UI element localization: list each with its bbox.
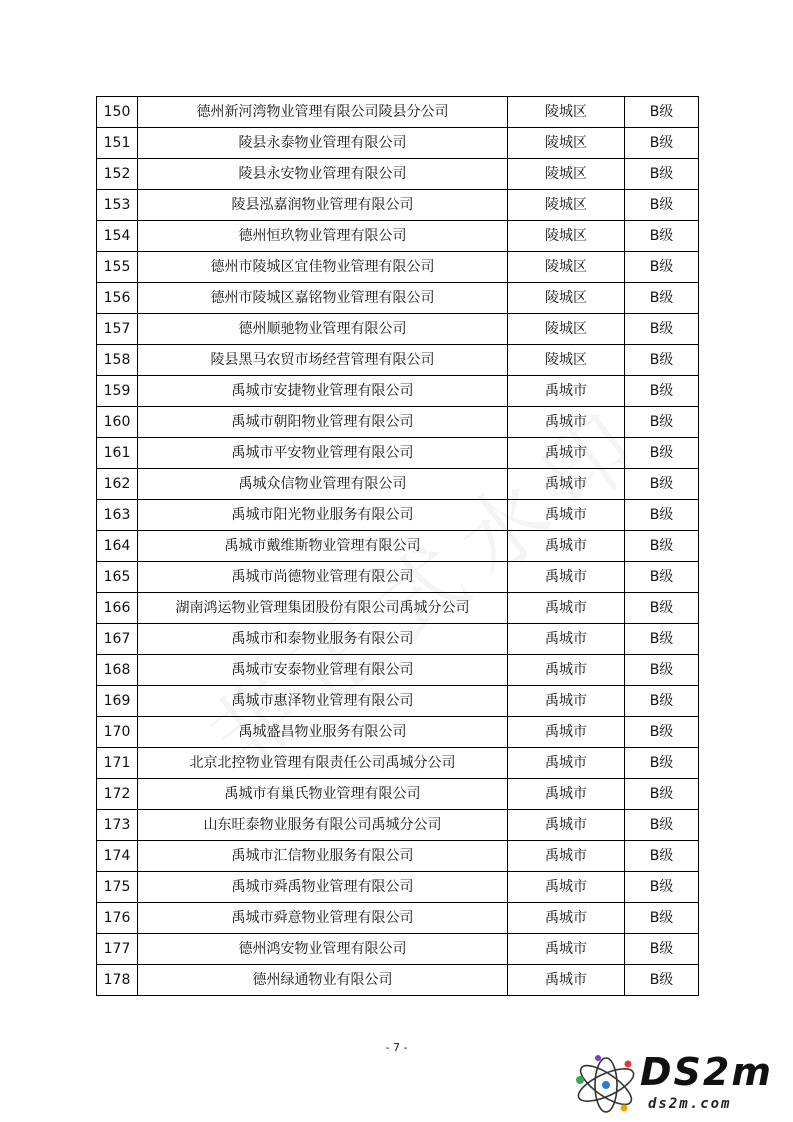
company-name-cell: 禹城市舜禹物业管理有限公司 <box>138 872 508 903</box>
grade-cell: B级 <box>625 97 699 128</box>
grade-cell: B级 <box>625 469 699 500</box>
grade-cell: B级 <box>625 531 699 562</box>
district-cell: 禹城市 <box>508 500 625 531</box>
district-cell: 陵城区 <box>508 314 625 345</box>
table-row <box>97 872 699 903</box>
company-name-cell: 德州市陵城区嘉铭物业管理有限公司 <box>138 283 508 314</box>
district-cell: 陵城区 <box>508 190 625 221</box>
table-row <box>97 190 699 221</box>
district-cell: 陵城区 <box>508 345 625 376</box>
table-row <box>97 221 699 252</box>
grade-cell: B级 <box>625 345 699 376</box>
district-cell: 禹城市 <box>508 686 625 717</box>
row-number-cell: 153 <box>97 190 138 221</box>
row-number-cell: 170 <box>97 717 138 748</box>
grade-cell: B级 <box>625 717 699 748</box>
row-number-cell: 165 <box>97 562 138 593</box>
table-row <box>97 686 699 717</box>
company-name-cell: 德州鸿安物业管理有限公司 <box>138 934 508 965</box>
row-number-cell: 166 <box>97 593 138 624</box>
company-name-cell: 禹城市惠泽物业管理有限公司 <box>138 686 508 717</box>
district-cell: 禹城市 <box>508 748 625 779</box>
row-number-cell: 156 <box>97 283 138 314</box>
row-number-cell: 169 <box>97 686 138 717</box>
company-name-cell: 陵县永泰物业管理有限公司 <box>138 128 508 159</box>
row-number-cell: 164 <box>97 531 138 562</box>
district-cell: 陵城区 <box>508 128 625 159</box>
grade-cell: B级 <box>625 779 699 810</box>
row-number-cell: 175 <box>97 872 138 903</box>
row-number-cell: 168 <box>97 655 138 686</box>
row-number-cell: 155 <box>97 252 138 283</box>
district-cell: 禹城市 <box>508 376 625 407</box>
company-name-cell: 禹城市安泰物业管理有限公司 <box>138 655 508 686</box>
table-row <box>97 593 699 624</box>
company-name-cell: 禹城众信物业管理有限公司 <box>138 469 508 500</box>
grade-cell: B级 <box>625 190 699 221</box>
district-cell: 禹城市 <box>508 965 625 996</box>
grade-cell: B级 <box>625 159 699 190</box>
company-name-cell: 湖南鸿运物业管理集团股份有限公司禹城分公司 <box>138 593 508 624</box>
company-name-cell: 禹城市阳光物业服务有限公司 <box>138 500 508 531</box>
grade-cell: B级 <box>625 748 699 779</box>
company-rating-table <box>96 96 699 996</box>
row-number-cell: 150 <box>97 97 138 128</box>
row-number-cell: 173 <box>97 810 138 841</box>
row-number-cell: 161 <box>97 438 138 469</box>
table-row <box>97 500 699 531</box>
company-name-cell: 德州恒玖物业管理有限公司 <box>138 221 508 252</box>
district-cell: 禹城市 <box>508 624 625 655</box>
grade-cell: B级 <box>625 376 699 407</box>
company-name-cell: 禹城市平安物业管理有限公司 <box>138 438 508 469</box>
grade-cell: B级 <box>625 500 699 531</box>
grade-cell: B级 <box>625 593 699 624</box>
district-cell: 禹城市 <box>508 872 625 903</box>
row-number-cell: 160 <box>97 407 138 438</box>
table-row <box>97 965 699 996</box>
district-cell: 禹城市 <box>508 934 625 965</box>
district-cell: 禹城市 <box>508 655 625 686</box>
logo-url: ds2m.com <box>648 1096 732 1112</box>
row-number-cell: 152 <box>97 159 138 190</box>
table-row <box>97 841 699 872</box>
row-number-cell: 157 <box>97 314 138 345</box>
grade-cell: B级 <box>625 283 699 314</box>
grade-cell: B级 <box>625 407 699 438</box>
grade-cell: B级 <box>625 128 699 159</box>
district-cell: 陵城区 <box>508 283 625 314</box>
grade-cell: B级 <box>625 655 699 686</box>
table-row <box>97 531 699 562</box>
district-cell: 禹城市 <box>508 531 625 562</box>
grade-cell: B级 <box>625 810 699 841</box>
grade-cell: B级 <box>625 841 699 872</box>
grade-cell: B级 <box>625 934 699 965</box>
district-cell: 禹城市 <box>508 469 625 500</box>
grade-cell: B级 <box>625 686 699 717</box>
table-row <box>97 407 699 438</box>
table-row <box>97 159 699 190</box>
district-cell: 禹城市 <box>508 562 625 593</box>
company-name-cell: 禹城市汇信物业服务有限公司 <box>138 841 508 872</box>
company-name-cell: 陵县永安物业管理有限公司 <box>138 159 508 190</box>
company-name-cell: 禹城盛昌物业服务有限公司 <box>138 717 508 748</box>
grade-cell: B级 <box>625 965 699 996</box>
company-name-cell: 陵县泓嘉润物业管理有限公司 <box>138 190 508 221</box>
row-number-cell: 174 <box>97 841 138 872</box>
table-row <box>97 438 699 469</box>
company-name-cell: 北京北控物业管理有限责任公司禹城分公司 <box>138 748 508 779</box>
company-name-cell: 德州市陵城区宜佳物业管理有限公司 <box>138 252 508 283</box>
company-name-cell: 禹城市朝阳物业管理有限公司 <box>138 407 508 438</box>
company-name-cell: 山东旺泰物业服务有限公司禹城分公司 <box>138 810 508 841</box>
company-name-cell: 德州新河湾物业管理有限公司陵县分公司 <box>138 97 508 128</box>
district-cell: 禹城市 <box>508 903 625 934</box>
row-number-cell: 167 <box>97 624 138 655</box>
district-cell: 禹城市 <box>508 593 625 624</box>
company-name-cell: 禹城市尚德物业管理有限公司 <box>138 562 508 593</box>
row-number-cell: 159 <box>97 376 138 407</box>
grade-cell: B级 <box>625 872 699 903</box>
row-number-cell: 172 <box>97 779 138 810</box>
grade-cell: B级 <box>625 314 699 345</box>
grade-cell: B级 <box>625 438 699 469</box>
grade-cell: B级 <box>625 252 699 283</box>
company-name-cell: 禹城市和泰物业服务有限公司 <box>138 624 508 655</box>
logo-text: DS2m <box>640 1050 773 1094</box>
row-number-cell: 178 <box>97 965 138 996</box>
district-cell: 陵城区 <box>508 252 625 283</box>
company-name-cell: 陵县黑马农贸市场经营管理有限公司 <box>138 345 508 376</box>
table-row <box>97 314 699 345</box>
table-row <box>97 903 699 934</box>
row-number-cell: 171 <box>97 748 138 779</box>
district-cell: 禹城市 <box>508 810 625 841</box>
grade-cell: B级 <box>625 624 699 655</box>
table-row <box>97 810 699 841</box>
table-row <box>97 717 699 748</box>
table-row <box>97 934 699 965</box>
row-number-cell: 177 <box>97 934 138 965</box>
row-number-cell: 176 <box>97 903 138 934</box>
page-number: - 7 - <box>385 1041 408 1054</box>
table-row <box>97 283 699 314</box>
table-row <box>97 655 699 686</box>
row-number-cell: 151 <box>97 128 138 159</box>
table-row <box>97 562 699 593</box>
district-cell: 禹城市 <box>508 841 625 872</box>
table-row <box>97 376 699 407</box>
table-row <box>97 97 699 128</box>
district-cell: 禹城市 <box>508 438 625 469</box>
table-row <box>97 345 699 376</box>
table-row <box>97 252 699 283</box>
row-number-cell: 158 <box>97 345 138 376</box>
district-cell: 陵城区 <box>508 159 625 190</box>
company-name-cell: 禹城市安捷物业管理有限公司 <box>138 376 508 407</box>
company-name-cell: 德州顺驰物业管理有限公司 <box>138 314 508 345</box>
district-cell: 禹城市 <box>508 407 625 438</box>
company-name-cell: 德州绿通物业有限公司 <box>138 965 508 996</box>
district-cell: 禹城市 <box>508 779 625 810</box>
company-name-cell: 禹城市有巢氏物业管理有限公司 <box>138 779 508 810</box>
table-row <box>97 748 699 779</box>
atom-icon <box>568 1050 648 1120</box>
district-cell: 禹城市 <box>508 717 625 748</box>
row-number-cell: 162 <box>97 469 138 500</box>
table-row <box>97 469 699 500</box>
row-number-cell: 163 <box>97 500 138 531</box>
ds2m-logo <box>568 1050 783 1120</box>
grade-cell: B级 <box>625 221 699 252</box>
district-cell: 陵城区 <box>508 97 625 128</box>
company-name-cell: 禹城市舜意物业管理有限公司 <box>138 903 508 934</box>
grade-cell: B级 <box>625 903 699 934</box>
table-row <box>97 128 699 159</box>
table-body <box>97 97 699 996</box>
table-row <box>97 624 699 655</box>
grade-cell: B级 <box>625 562 699 593</box>
table-row <box>97 779 699 810</box>
district-cell: 陵城区 <box>508 221 625 252</box>
row-number-cell: 154 <box>97 221 138 252</box>
company-name-cell: 禹城市戴维斯物业管理有限公司 <box>138 531 508 562</box>
